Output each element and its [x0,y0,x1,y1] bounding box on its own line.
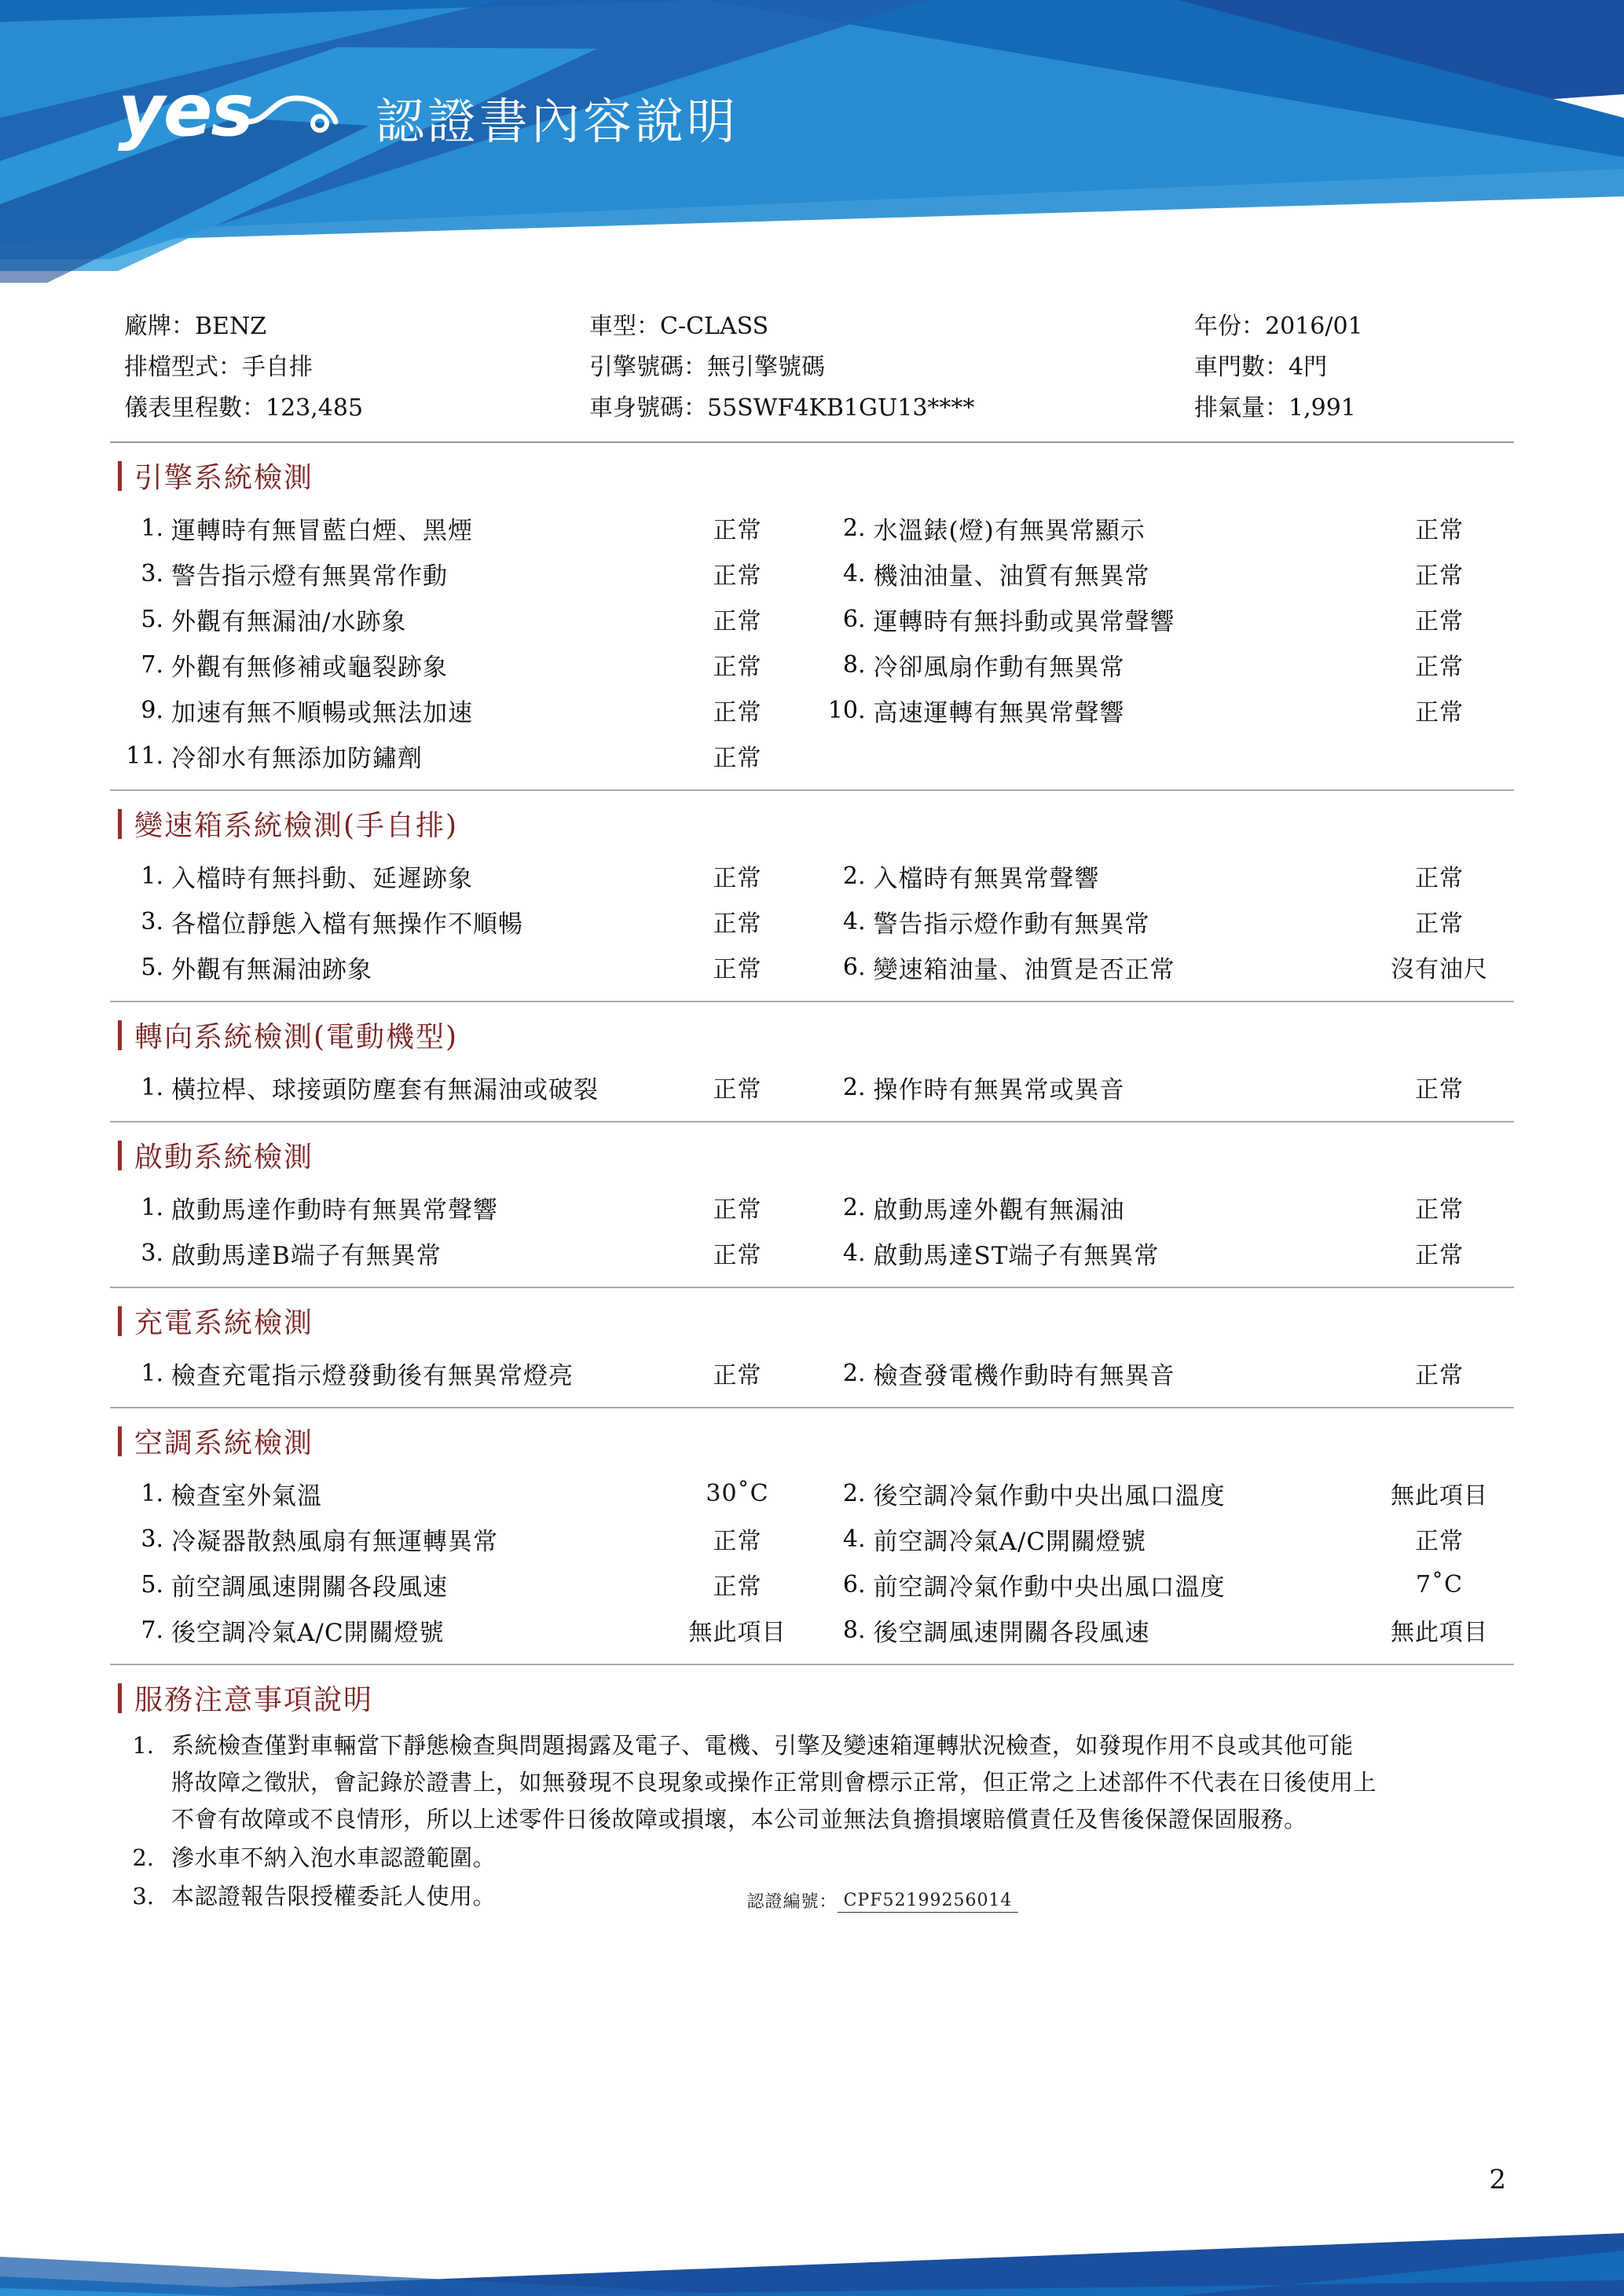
section-title-steering [118,1015,1514,1055]
check-item [812,1613,1515,1648]
item-row [110,505,1514,551]
item-value: 無此項目 [1391,1482,1488,1510]
check-item [812,1070,1515,1105]
notice-line: 不會有故障或不良情形，所以上述零件日後故障或損壞，本公司並無法負擔損壞賠償責任及售後保證保固服務。 [171,1806,1307,1833]
check-item [110,1522,812,1557]
item-number: 2. [842,1359,866,1387]
item-value: 正常 [713,865,762,892]
section-label: 引擎系統檢測 [134,462,314,494]
item-row [110,1516,1514,1562]
logo-text: yes [118,68,253,152]
section-label: 充電系統檢測 [134,1307,314,1339]
item-label: 各檔位靜態入檔有無操作不順暢 [171,910,523,939]
item-value: 正常 [713,956,762,983]
item-label: 前空調冷氣A/C開關燈號 [873,1527,1147,1556]
item-value: 無此項目 [1391,1619,1488,1646]
vehicle-vin: 車身號碼：55SWF4KB1GU13**** [589,394,975,422]
item-number: 4. [842,1239,866,1267]
item-value: 正常 [713,1362,762,1390]
check-item [812,1567,1515,1602]
check-item [812,904,1515,939]
item-row [110,733,1514,778]
section-items-engine [110,500,1514,791]
check-item [110,556,812,591]
item-number: 2. [842,1073,866,1101]
item-label: 後空調風速開關各段風速 [873,1618,1150,1647]
check-item [110,1236,812,1271]
check-item [812,693,1515,728]
vehicle-info-col-2 [589,306,1194,429]
car-icon [244,87,339,134]
document-body [0,291,1624,1913]
vehicle-mileage: 儀表里程數：123,485 [124,394,364,422]
check-item [110,859,812,894]
item-value: 正常 [713,699,762,727]
section-title-notice [118,1678,1514,1718]
vehicle-brand: 廠牌：BENZ [124,313,267,340]
item-value: 正常 [1415,1196,1464,1224]
notice-item [110,1840,1514,1877]
item-number: 5. [141,605,163,633]
check-item [812,1522,1515,1557]
check-item [812,647,1515,683]
section-label: 轉向系統檢測(電動機型) [134,1021,459,1053]
section-items-transmission [110,848,1514,1002]
notice-text: 本認證報告限授權委託人使用。 [171,1883,497,1910]
item-label: 冷卻水有無添加防鏽劑 [171,744,423,773]
item-value: 正常 [713,910,762,938]
item-number: 6. [842,953,866,981]
item-number: 9. [141,696,163,724]
item-value: 正常 [713,517,762,544]
item-label: 入檔時有無異常聲響 [873,864,1100,893]
item-number: 6. [842,605,866,633]
item-number: 4. [842,1525,866,1553]
item-value: 正常 [1415,608,1464,635]
check-item [812,1356,1515,1391]
item-row [110,1185,1514,1230]
vehicle-info-col-3 [1194,306,1493,429]
item-label: 外觀有無漏油跡象 [171,955,372,984]
section-accent-bar [118,461,122,491]
check-item [110,1613,812,1648]
item-label: 水溫錶(燈)有無異常顯示 [873,516,1146,545]
check-item [110,693,812,728]
item-number: 2. [842,862,866,890]
item-value: 正常 [713,1573,762,1601]
item-number: 5. [141,1570,163,1598]
page-footer [0,2202,1624,2296]
item-label: 運轉時有無抖動或異常聲響 [873,607,1175,636]
item-label: 前空調冷氣作動中央出風口溫度 [873,1573,1226,1602]
item-label: 外觀有無修補或龜裂跡象 [171,653,448,682]
item-label: 警告指示燈有無異常作動 [171,562,448,591]
item-label: 機油油量、油質有無異常 [873,562,1150,591]
section-title-transmission [118,804,1514,844]
item-row [110,899,1514,944]
item-row [110,642,1514,687]
item-label: 啟動馬達作動時有無異常聲響 [171,1196,498,1225]
section-items-starter [110,1180,1514,1288]
item-label: 前空調風速開關各段風速 [171,1573,448,1602]
item-number: 11. [126,742,163,770]
item-number: 1. [141,1193,163,1221]
item-number: 3. [141,1525,163,1553]
item-value: 正常 [713,1528,762,1555]
item-number: 4. [842,559,866,588]
section-accent-bar [118,1141,122,1170]
check-item [812,1190,1515,1225]
item-label: 檢查充電指示燈發動後有無異常燈亮 [171,1361,574,1390]
item-value: 正常 [1415,1528,1464,1555]
page-number: 2 [1489,2164,1506,2195]
item-label: 啟動馬達外觀有無漏油 [873,1196,1125,1225]
item-number: 1. [141,1479,163,1507]
section-accent-bar [118,1306,122,1336]
item-value: 正常 [713,654,762,681]
item-value: 正常 [1415,562,1464,590]
section-title-engine [118,456,1514,496]
notice-number: 1. [132,1732,154,1759]
notice-line: 系統檢查僅對車輛當下靜態檢查與問題揭露及電子、電機、引擎及變速箱運轉狀況檢查，如發現作用不良或其他可能 [171,1732,1354,1759]
check-item [812,556,1515,591]
item-number: 3. [141,907,163,936]
item-label: 高速運轉有無異常聲響 [873,698,1125,727]
item-value: 沒有油尺 [1391,956,1488,983]
section-title-starter [118,1135,1514,1175]
vehicle-doors: 車門數：4門 [1194,353,1328,381]
check-item [110,1070,812,1105]
item-label: 外觀有無漏油/水跡象 [171,607,407,636]
check-item [110,647,812,683]
item-value: 7˚C [1415,1570,1464,1598]
item-label: 加速有無不順暢或無法加速 [171,698,473,727]
item-label: 運轉時有無冒藍白煙、黑煙 [171,516,473,545]
item-row [110,944,1514,990]
page-header [0,0,1624,306]
check-item [110,904,812,939]
item-row [110,551,1514,596]
item-number: 3. [141,1239,163,1267]
item-row [110,596,1514,642]
check-item [812,602,1515,637]
item-number: 4. [842,907,866,936]
section-label: 服務注意事項說明 [134,1684,374,1716]
brand-logo [118,68,339,152]
section-accent-bar [118,1683,122,1713]
item-number: 1. [141,1073,163,1101]
item-value: 正常 [713,1242,762,1269]
item-label: 警告指示燈作動有無異常 [873,910,1150,939]
item-number: 8. [842,650,866,679]
item-value: 正常 [1415,910,1464,938]
check-item [812,511,1515,546]
section-title-charging [118,1301,1514,1341]
section-items-steering [110,1060,1514,1122]
item-value: 正常 [713,562,762,590]
vehicle-model: 車型：C-CLASS [589,313,769,340]
notice-number: 3. [132,1883,154,1910]
item-row [110,1064,1514,1110]
section-label: 啟動系統檢測 [134,1141,314,1174]
notice-text [171,1727,1514,1838]
item-label: 啟動馬達ST端子有無異常 [873,1241,1160,1270]
item-number: 2. [842,514,866,542]
item-value: 正常 [1415,517,1464,544]
vehicle-info-col-1 [110,306,589,429]
vehicle-transmission: 排檔型式：手自排 [124,353,313,381]
check-item [110,1476,812,1511]
check-item [110,738,812,774]
item-label: 檢查室外氣溫 [171,1481,322,1511]
item-label: 檢查發電機作動時有無異音 [873,1361,1175,1390]
item-label: 操作時有無異常或異音 [873,1075,1125,1104]
item-row [110,687,1514,733]
item-row [110,853,1514,899]
section-accent-bar [118,1426,122,1456]
section-accent-bar [118,1020,122,1050]
section-label: 空調系統檢測 [134,1427,314,1459]
item-label: 後空調冷氣作動中央出風口溫度 [873,1481,1226,1511]
item-number: 3. [141,559,163,588]
item-number: 5. [141,953,163,981]
check-item [812,859,1515,894]
footer-banner-graphic [0,2202,1624,2296]
check-item [110,1190,812,1225]
item-value: 正常 [713,608,762,635]
item-number: 7. [141,1616,163,1644]
item-value: 正常 [1415,1076,1464,1104]
notice-number: 2. [132,1844,154,1871]
item-label: 冷卻風扇作動有無異常 [873,653,1125,682]
item-row [110,1470,1514,1516]
certificate-label: 認證編號： [746,1892,838,1912]
item-value: 正常 [713,1076,762,1104]
item-number: 7. [141,650,163,679]
item-value: 正常 [1415,1362,1464,1390]
section-label: 變速箱系統檢測(手自排) [134,810,459,842]
check-item [812,1476,1515,1511]
item-number: 6. [842,1570,866,1598]
item-number: 1. [141,1359,163,1387]
item-number: 2. [842,1479,866,1507]
item-number: 10. [827,696,866,724]
item-row [110,1562,1514,1607]
item-value: 30˚C [706,1479,769,1507]
item-number: 8. [842,1616,866,1644]
section-items-aircon [110,1466,1514,1665]
certificate-value: CPF52199256014 [838,1891,1019,1913]
section-accent-bar [118,809,122,839]
vehicle-displacement: 排氣量：1,991 [1194,394,1356,422]
item-value: 正常 [1415,699,1464,727]
item-number: 1. [141,514,163,542]
check-item [110,1567,812,1602]
check-item [812,1236,1515,1271]
item-row [110,1607,1514,1653]
item-value: 正常 [1415,654,1464,681]
item-label: 冷凝器散熱風扇有無運轉異常 [171,1527,498,1556]
item-value: 正常 [713,1196,762,1224]
vehicle-info [110,291,1514,443]
vehicle-engine-number: 引擎號碼：無引擎號碼 [589,353,825,381]
check-item [110,1356,812,1391]
section-items-charging [110,1346,1514,1408]
item-label: 入檔時有無抖動、延遲跡象 [171,864,473,893]
header-banner-graphic [0,0,1624,306]
section-title-aircon [118,1421,1514,1461]
item-row [110,1230,1514,1276]
vehicle-year: 年份：2016/01 [1194,313,1363,340]
item-value: 無此項目 [688,1619,786,1646]
item-value: 正常 [1415,865,1464,892]
item-label: 後空調冷氣A/C開關燈號 [171,1618,445,1647]
item-label: 橫拉桿、球接頭防塵套有無漏油或破裂 [171,1075,599,1104]
notice-line: 將故障之徵狀，會記錄於證書上，如無發現不良現象或操作正常則會標示正常，但正常之上述部件不代表在日後使用上 [171,1769,1377,1796]
notice-item [110,1727,1514,1838]
check-item [110,602,812,637]
item-label: 變速箱油量、油質是否正常 [873,955,1175,984]
notice-text: 滲水車不納入泡水車認證範圍。 [171,1844,497,1871]
item-number: 1. [141,862,163,890]
item-number: 2. [842,1193,866,1221]
page-title: 認證書內容說明 [376,93,739,150]
item-value: 正常 [713,745,762,772]
item-row [110,1350,1514,1396]
check-item [110,950,812,985]
check-item [110,511,812,546]
item-value: 正常 [1415,1242,1464,1269]
item-label: 啟動馬達B端子有無異常 [171,1241,442,1270]
check-item [812,950,1515,985]
